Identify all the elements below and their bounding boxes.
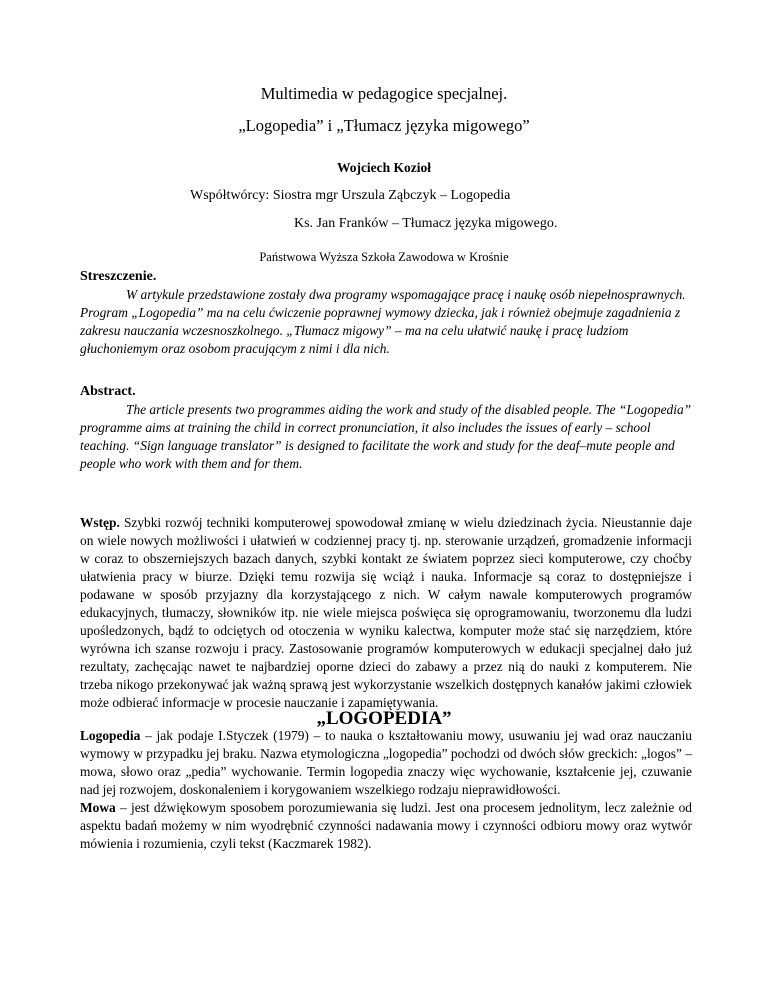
title-line-1: Multimedia w pedagogice specjalnej. [260, 84, 508, 103]
streszczenie-text: W artykule przedstawione zostały dwa programy wspomagające pracę i naukę osób niepełnosprawnych. Program „Logopedia” ma na celu ćwiczenie poprawnej wymowy dziecka, jak i również obejmuje zagadnienia z zakresu nauczania wczesnoszkolnego. „Tłumacz migowy” – ma na celu ułatwić naukę i pracę ludziom głuchoniemym oraz osobom pracującym z nimi i dla nich. [80, 287, 686, 356]
mowa-lead: Mowa [80, 800, 116, 815]
logopedia-lead: Logopedia [80, 728, 141, 743]
intro-paragraph [80, 514, 692, 712]
mowa-text: – jest dźwiękowym sposobem porozumiewania się ludzi. Jest ona procesem jednolitym, lecz zależnie od aspektu badań możemy w nim wyodrębnić czynności nadawania mowy i czynności odbioru mowy oraz wytwór mówienia i rozumienia, czyli tekst (Kaczmarek 1982). [80, 800, 692, 851]
mowa-paragraph [80, 799, 692, 853]
affiliation: Państwowa Wyższa Szkoła Zawodowa w Krośnie [259, 250, 509, 264]
author: Wojciech Kozioł [336, 160, 432, 175]
streszczenie-section [80, 268, 692, 358]
section-title: „LOGOPEDIA” [316, 708, 452, 729]
streszczenie-heading: Streszczenie. [80, 269, 157, 284]
abstract-section [80, 383, 692, 473]
title-line-2: „Logopedia” i „Tłumacz języka migowego” [238, 116, 530, 135]
logopedia-text: – jak podaje I.Styczek (1979) – to nauka o kształtowaniu mowy, usuwaniu jej wad oraz nauczaniu wymowy w przypadku jej braku. Nazwa etymologiczna „logopedia” pochodzi od dwóch słów greckich: „logos” – mowa, słowo oraz „pedia” wychowanie. Termin logopedia znaczy więc wychowanie, kształcenie jej, czuwanie nad jej rozwojem, doskonaleniem i korygowaniem wszelkiego rodzaju nieprawidłowości. [80, 728, 692, 797]
abstract-heading: Abstract. [80, 384, 136, 399]
intro-text: Szybki rozwój techniki komputerowej spowodował zmianę w wielu dziedzinach życia. Nieustannie daje on wiele nowych możliwości i ułatwień w codziennej pracy tj. np. sterowanie urządzeń, gromadzenie informacji w coraz to obszerniejszych bazach danych, szybki kontakt ze światem poprzez sieci komputerowe, czy choćby ułatwienia pracy w biurze. Dzięki temu rozwija się wciąż i nauka. Informacje są coraz to dostępniejsze i podawane w sposób przyjazny dla korzystającego z nich. W całym nawale komputerowych programów edukacyjnych, tłumaczy, słowników itp. nie wiele miejsca poświęca się oprogramowaniu, tworzonemu dla ludzi upośledzonych, bądź to odciętych od otoczenia w wyniku kalectwa, komputer może stać się narzędziem, które wyrówna ich szanse rozwoju i pracy. Zastosowanie programów komputerowych w edukacji specjalnej dało już rezultaty, zachęcając nawet te najbardziej oporne dzieci do zabawy a przez nią do nauki z komputerem. Nie trzeba nikogo przekonywać jak ważną sprawą jest wykorzystanie wszelkich dostępnych kanałów jakimi człowiek może odbierać informacje w procesie nauczanie i zapamiętywania. [80, 515, 692, 710]
contributors-line-2: Ks. Jan Franków – Tłumacz języka migowego. [294, 216, 558, 231]
logopedia-paragraph [80, 727, 692, 799]
abstract-text: The article presents two programmes aiding the work and study of the disabled people. The “Logopedia” programme aims at training the child in correct pronunciation, it also includes the issues of early – school teaching. “Sign language translator” is designed to facilitate the work and study for the deaf–mute people and people who work with them and for them. [80, 402, 692, 471]
intro-lead: Wstęp. [80, 515, 120, 530]
logopedia-section [80, 727, 692, 853]
contributors-line-1: Współtwórcy: Siostra mgr Urszula Ząbczyk – Logopedia [190, 188, 511, 203]
